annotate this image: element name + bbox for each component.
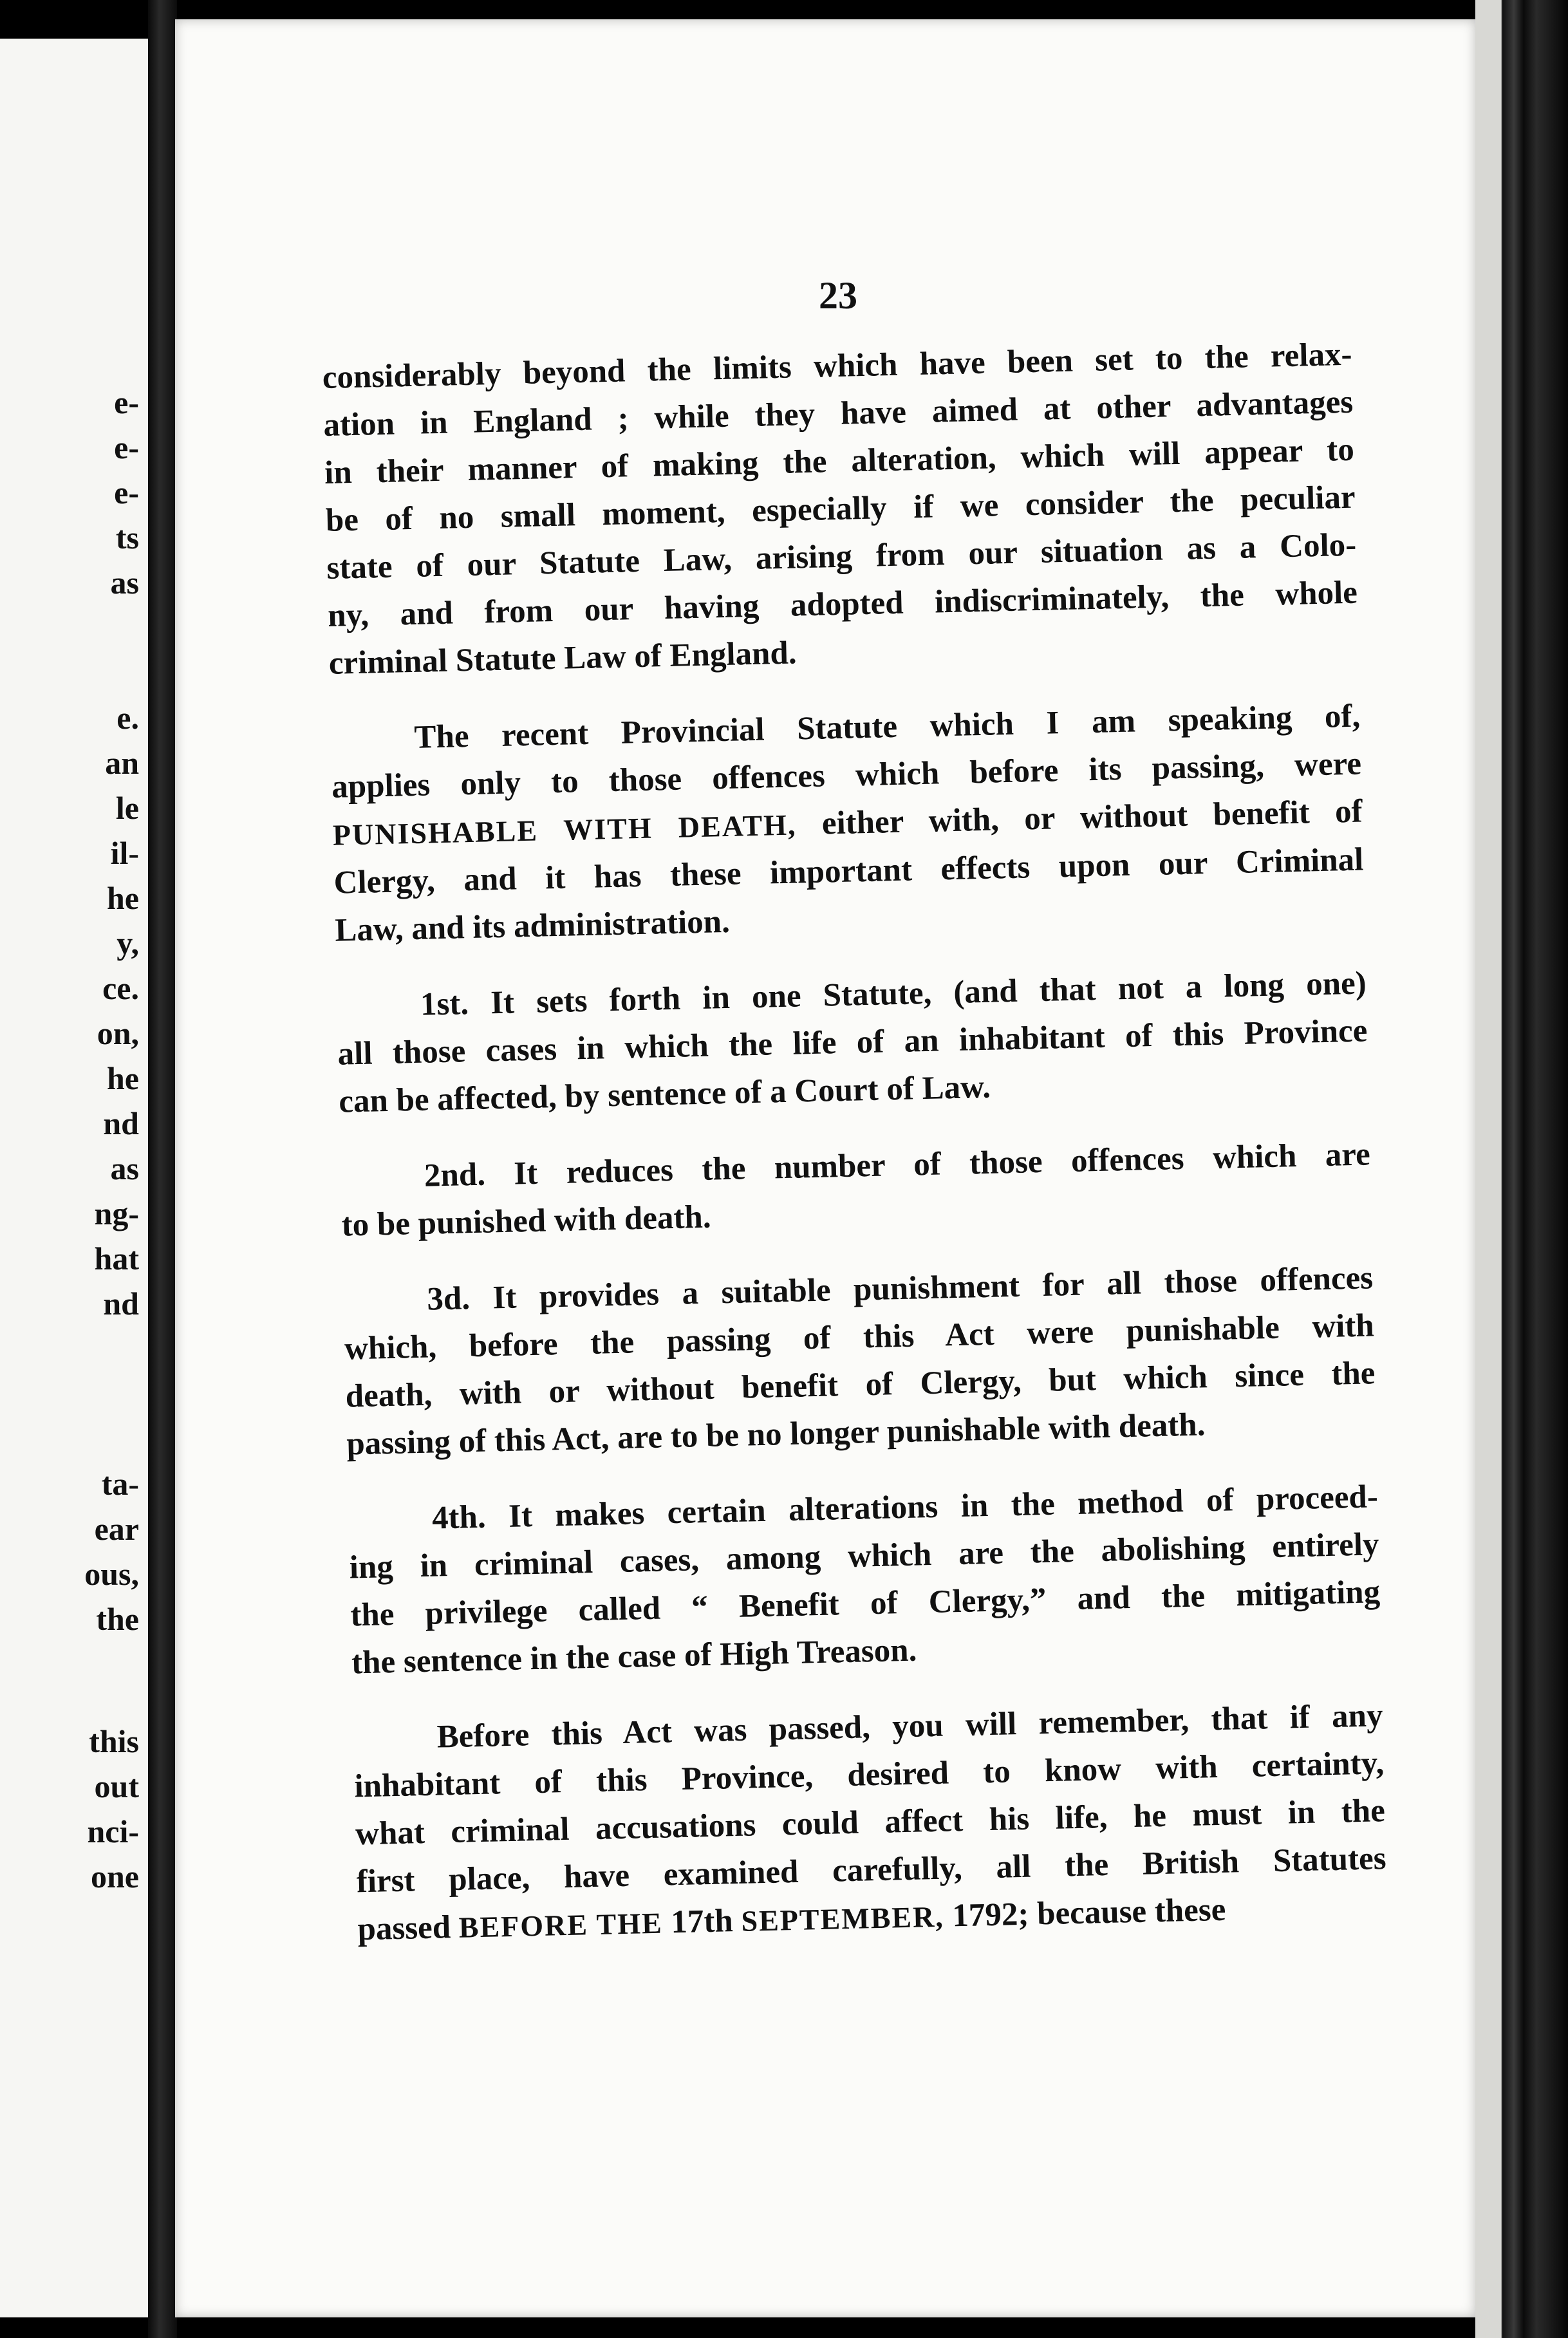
facing-page-fragment: as bbox=[110, 1150, 139, 1186]
facing-page-fragment: il- bbox=[110, 835, 139, 871]
text-line: what criminal accusations could affect his life, he must in the bbox=[355, 1793, 1386, 1853]
text-line: Clergy, and it has these important effects upon our Criminal bbox=[333, 841, 1364, 901]
book-page bbox=[175, 19, 1475, 2317]
text-line: the sentence in the case of High Treason. bbox=[351, 1632, 917, 1681]
book-gutter bbox=[148, 0, 177, 2338]
text-line: in their manner of making the alteration, which will appear to bbox=[324, 431, 1355, 491]
paragraph bbox=[343, 1254, 1377, 1468]
paragraph bbox=[348, 1473, 1381, 1687]
text-line: The recent Provincial Statute which I am speaking of, bbox=[413, 698, 1361, 756]
paragraph bbox=[330, 693, 1365, 955]
text-line: 2nd. It reduces the number of those offences which are bbox=[424, 1136, 1371, 1194]
text-line: 4th. It makes certain alterations in the method of proceed- bbox=[431, 1479, 1379, 1537]
text-line: passed BEFORE THE 17th SEPTEMBER, 1792; because these bbox=[357, 1891, 1226, 1948]
text-line: state of our Statute Law, arising from our situation as a Colo- bbox=[326, 527, 1357, 586]
text-line: which, before the passing of this Act were punishable with bbox=[344, 1307, 1375, 1367]
facing-page-fragment: on, bbox=[97, 1015, 139, 1051]
facing-page-fragment: nd bbox=[103, 1105, 139, 1141]
page-text bbox=[322, 331, 1388, 1954]
facing-page-fragment: nd bbox=[103, 1286, 139, 1322]
page-stack-edge bbox=[1475, 0, 1568, 2338]
text-line: 1st. It sets forth in one Statute, (and that not a long one) bbox=[420, 965, 1367, 1023]
page-number: 23 bbox=[819, 274, 857, 317]
facing-page-fragment: he bbox=[107, 1060, 139, 1096]
facing-page-fragment: nci- bbox=[87, 1813, 139, 1849]
facing-page-fragment: out bbox=[94, 1768, 139, 1804]
facing-page-fragment: ce. bbox=[102, 970, 139, 1006]
text-line: all those cases in which the life of an inhabitant of this Province bbox=[337, 1013, 1368, 1072]
text-line: ny, and from our having adopted indiscriminately, the whole bbox=[327, 574, 1358, 634]
text-line: criminal Statute Law of England. bbox=[328, 635, 798, 682]
facing-page-fragment: ear bbox=[94, 1511, 139, 1547]
facing-page-fragment: as bbox=[110, 565, 139, 601]
facing-page-fragment: he bbox=[107, 880, 139, 916]
text-line: PUNISHABLE WITH DEATH, either with, or without benefit of bbox=[332, 793, 1363, 852]
text-line: Before this Act was passed, you will remember, that if any bbox=[436, 1697, 1384, 1755]
facing-page-fragment: y, bbox=[117, 925, 139, 961]
text-line: to be punished with death. bbox=[341, 1199, 712, 1244]
text-line: the privilege called “ Benefit of Clergy,” and the mitigating bbox=[350, 1574, 1381, 1634]
text-line: considerably beyond the limits which have been set to the relax- bbox=[322, 336, 1353, 396]
facing-page-fragment: ts bbox=[115, 519, 139, 556]
text-line: ation in England ; while they have aimed at other advantages bbox=[322, 384, 1354, 444]
facing-page-fragment: this bbox=[89, 1723, 139, 1759]
paragraph bbox=[322, 331, 1359, 687]
text-line: inhabitant of this Province, desired to know with certainty, bbox=[353, 1745, 1385, 1805]
facing-page-fragment: one bbox=[91, 1858, 139, 1894]
text-line: 3d. It provides a suitable punishment for all those offences bbox=[426, 1260, 1374, 1318]
facing-page bbox=[0, 39, 148, 2317]
facing-page-fragment: the bbox=[96, 1601, 139, 1637]
text-line: ing in criminal cases, among which are the abolishing entirely bbox=[349, 1526, 1380, 1586]
facing-page-fragment: e- bbox=[114, 384, 139, 420]
facing-page-fragment: le bbox=[115, 790, 139, 826]
facing-page-fragment: e- bbox=[114, 474, 139, 510]
facing-page-fragment: e. bbox=[117, 700, 139, 736]
facing-page-fragment: e- bbox=[114, 429, 139, 465]
paragraph bbox=[353, 1692, 1388, 1954]
text-line: applies only to those offences which before its passing, were bbox=[331, 745, 1362, 805]
facing-page-fragment: ng- bbox=[94, 1195, 139, 1231]
text-line: passing of this Act, are to be no longer punishable with death. bbox=[346, 1407, 1206, 1463]
facing-page-fragment: an bbox=[105, 745, 139, 781]
facing-page-fragment: ta- bbox=[101, 1466, 139, 1502]
text-line: Law, and its administration. bbox=[334, 903, 731, 949]
text-line: can be affected, by sentence of a Court of Law. bbox=[338, 1069, 991, 1120]
text-line: death, with or without benefit of Clergy, but which since the bbox=[345, 1355, 1376, 1415]
text-line: first place, have examined carefully, all the British Statutes bbox=[356, 1840, 1387, 1900]
text-line: be of no small moment, especially if we consider the peculiar bbox=[325, 479, 1356, 539]
facing-page-fragment: hat bbox=[94, 1240, 139, 1277]
facing-page-fragment: ous, bbox=[84, 1556, 139, 1592]
paragraph bbox=[336, 959, 1369, 1125]
